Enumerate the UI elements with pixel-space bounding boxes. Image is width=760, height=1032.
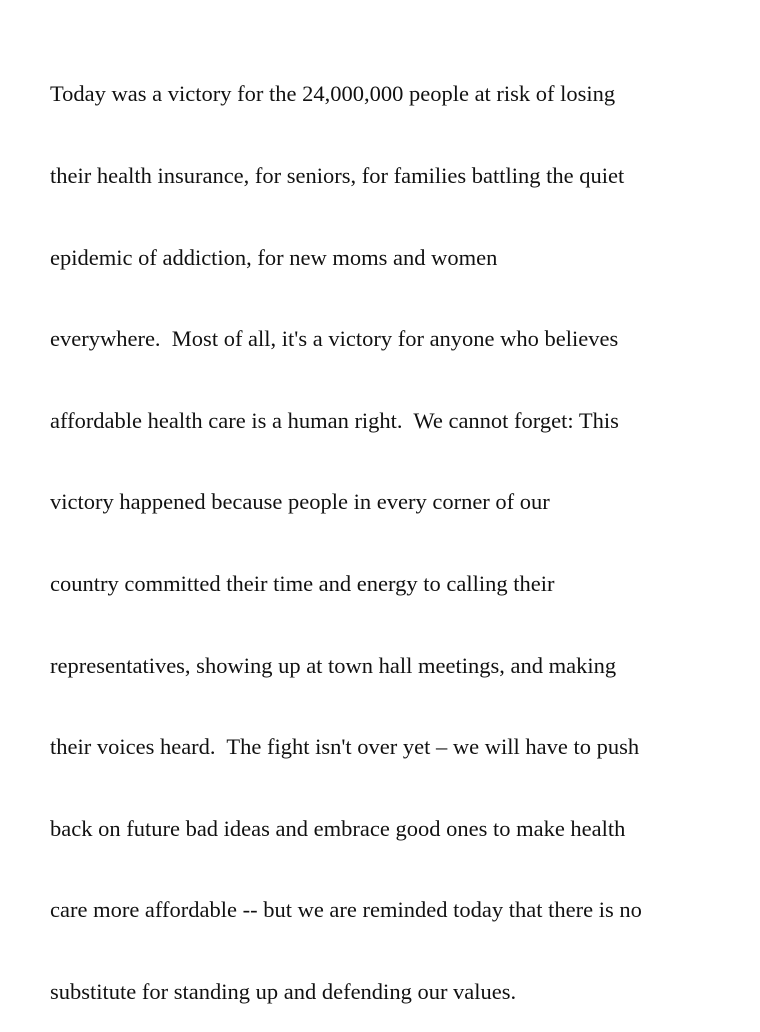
statement-line: everywhere. Most of all, it's a victory for anyone who believes (50, 326, 619, 352)
statement-line: care more affordable -- but we are reminded today that there is no (50, 897, 642, 923)
statement-line: representatives, showing up at town hall meetings, and making (50, 652, 617, 678)
statement-line: their voices heard. The fight isn't over yet – we will have to push (50, 734, 640, 760)
statement-line: back on future bad ideas and embrace good ones to make health (50, 815, 626, 841)
statement-line: affordable health care is a human right. We cannot forget: This (50, 407, 619, 433)
statement-line: Today was a victory for the 24,000,000 people at risk of losing (50, 81, 616, 107)
statement-line: epidemic of addiction, for new moms and women (50, 244, 498, 270)
statement-text (50, 26, 740, 1032)
statement-line: substitute for standing up and defending our values. (50, 978, 517, 1004)
statement-line: their health insurance, for seniors, for families battling the quiet (50, 163, 625, 188)
statement-line: victory happened because people in every corner of our (50, 489, 550, 515)
statement-line: country committed their time and energy to calling their (50, 570, 555, 596)
